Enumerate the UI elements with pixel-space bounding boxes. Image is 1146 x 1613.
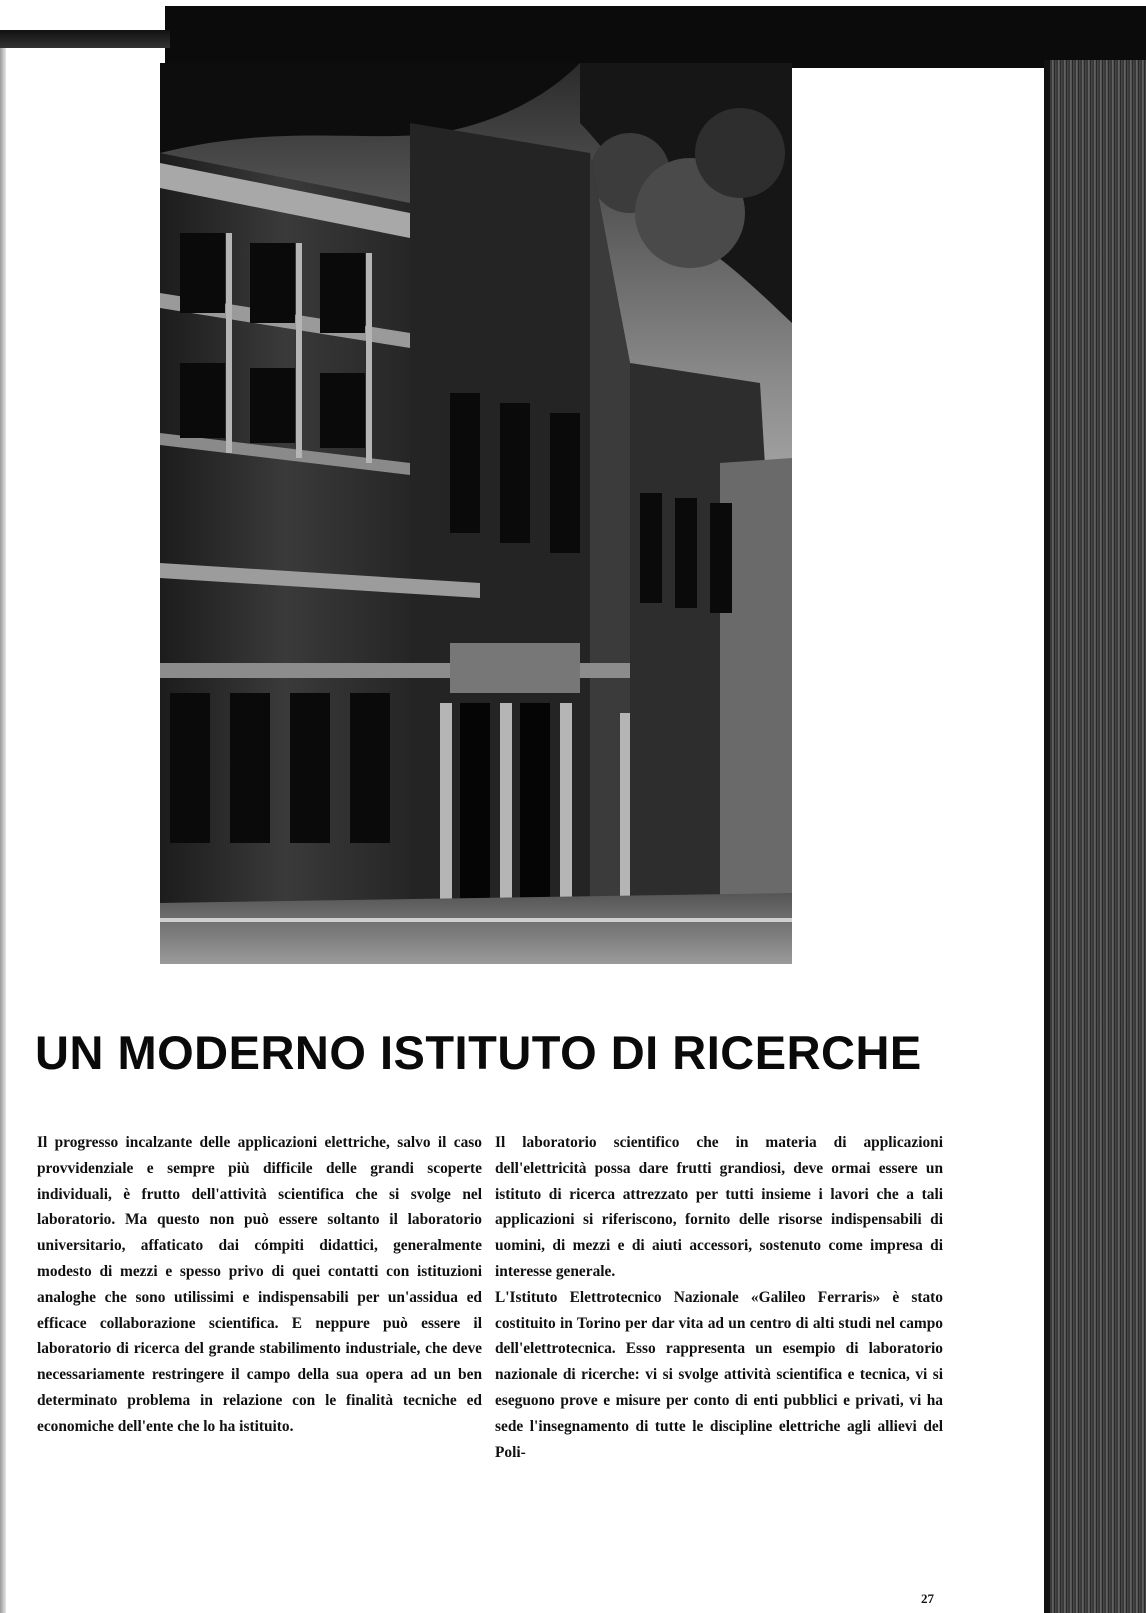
building-facade-photo-icon: [160, 63, 792, 964]
book-page-edges: [1048, 60, 1146, 1613]
paragraph-right-2: L'Istituto Elettrotecnico Nazionale «Galileo Ferraris» è stato costituito in Torino per dar vita ad un centro di alti studi nel campo dell'elettrotecnica. Esso rappresenta un esempio di laboratorio nazionale di ricerche: vi si svolge attività scientifica e tecnica, vi si eseguono prove e misure per conto di enti pubblici e privati, vi ha sede l'insegnamento di tutte le discipline elettriche agli allievi del Poli-: [495, 1288, 943, 1461]
page-number: 27: [921, 1591, 934, 1606]
page-left-edge: [0, 30, 6, 1613]
paragraph-right-1: Il laboratorio scientifico che in materia di applicazioni dell'elettricità possa dare frutti grandiosi, deve ormai essere un istituto di ricerca attrezzato per tutti insieme i lavori che a tali applicazioni si riferiscono, fornito delle risorse indispensabili di uomini, di mezzi e di aiuti accessori, sostenuto come impresa di interesse generale.: [495, 1134, 943, 1280]
article-column-left: [37, 1130, 482, 1440]
article-title: UN MODERNO ISTITUTO DI RICERCHE: [35, 1026, 922, 1079]
building-photo: [160, 63, 792, 964]
paragraph-left: Il progresso incalzante delle applicazioni elettriche, salvo il caso provvidenziale e sempre più difficile delle grandi scoperte individuali, è frutto dell'attività scientifica che si svolge nel laboratorio. Ma questo non può essere soltanto il laboratorio universitario, affaticato dai cómpiti didattici, generalmente modesto di mezzi e spesso privo di quei contatti con istituzioni analoghe che sono utilissimi e indispensabili per un'assidua ed efficace collaborazione scientifica. E neppure può essere il laboratorio di ricerca del grande stabilimento industriale, che deve necessariamente restringere il campo della sua opera ad un ben determinato problema in relazione con le finalità tecniche ed economiche dell'ente che lo ha istituito.: [37, 1134, 482, 1435]
scan-top-shadow: [165, 6, 1146, 68]
scan-top-left-shadow: [0, 30, 170, 48]
article-column-right: [495, 1130, 943, 1465]
